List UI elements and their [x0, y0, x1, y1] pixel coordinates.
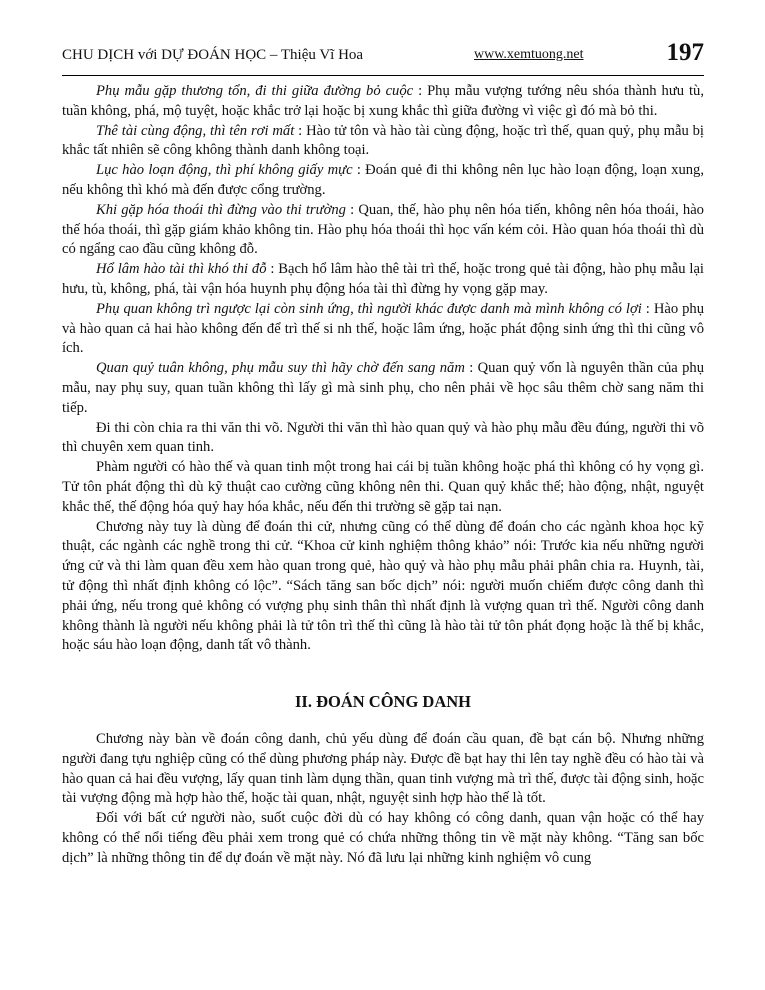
page-header [62, 39, 704, 74]
website-link[interactable]: www.xemtuong.net [474, 47, 584, 62]
paragraph-body: : Quan, thế, hào phụ nên hóa tiến, không nên hóa thoái, hào thế hóa thoái, thì gặp giám khảo không tin. Hào phụ hóa thoái thì học vấn kém cỏi. Hào quan hóa thoái thì dù có ngẩng cao đầu cũng không đỗ. [62, 201, 704, 258]
paragraph [62, 419, 704, 459]
paragraph-body: : Hào tử tôn và hào tài cùng động, hoặc trì thế, quan quỷ, phụ mẫu bị khắc tất nhiên sẽ công không thành danh không toại. [62, 122, 704, 159]
paragraph-lead: Lục hào loạn động, thì phí không giấy mực [96, 162, 353, 179]
paragraph-lead: Phụ quan không trì ngược lại còn sinh ứng, thì người khác được danh mà mình không có lợi [96, 300, 642, 317]
paragraph-body: Chương này tuy là dùng để đoán thi cử, nhưng cũng có thể dùng để đoán cho các ngành khoa học kỹ thuật, các ngành các nghề trong thi cử. “Khoa cử kinh nghiệm thông khảo” nói: Trước kia nếu những người ứng cử và thi làm quan đều xem hào quan trong quẻ, hào quỷ và hào phụ mẫu phải phân chia ra. Huynh, tài, tử động thì nhất định không có lộc”. “Sách tăng san bốc dịch” nói: người muốn chiếm được công danh thì phải ứng, nếu trong quẻ không có vượng phụ sinh thân thì nhất định là vượng quan trì thế. Người công danh không thành là người nếu không phải là tử tôn trì thế thì cũng là hào tài tử tôn phát đọng hoặc là thế bị khắc, hoặc sáu hào loạn động, danh tất vô thành. [62, 518, 704, 654]
paragraph-lead: Phụ mẫu gặp thương tổn, đi thi giữa đường bỏ cuộc [96, 83, 414, 99]
paragraph [62, 82, 704, 122]
paragraph-body: : Bạch hổ lâm hào thê tài trì thế, hoặc trong quẻ tài động, hào phụ mẫu lại hưu, tù, không, phá, tài vận hóa huynh phụ động hóa tài thì đừng hy vọng gặp may. [62, 261, 704, 297]
paragraph: Đối với bất cứ người nào, suốt cuộc đời dù có hay không có công danh, quan vận hoặc có thể hay không có thể nổi tiếng đều phải xem trong quẻ có chứa những thông tin về mặt này không. “Tăng san bốc dịch” là những thông tin để dự đoán về mặt này. Nó đã lưu lại những kinh nghiệm vô cung [62, 810, 704, 866]
paragraph: Chương này bàn về đoán công danh, chủ yếu dùng để đoán cầu quan, đề bạt cán bộ. Nhưng những người đang tựu nghiệp cũng có thể dùng phương pháp này. Được đề bạt hay thi lên tay nghề đều có hào tài và hào quan cả hai đều vượng, lấy quan tinh làm dụng thần, quan tinh vượng mà trì thế, được tài động sinh, hoặc tài vượng động mà hợp hào thế, hoặc tài quan, nhật, nguyệt sinh hợp hào thế là tốt. [62, 730, 704, 807]
paragraph-body: Đi thi còn chia ra thi văn thi võ. Người thi văn thì hào quan quỷ và hào phụ mẫu đều đúng, người thi võ thì chuyên xem quan tinh. [62, 419, 704, 456]
book-title: CHU DỊCH với DỰ ĐOÁN HỌC – Thiệu Vĩ Hoa [62, 47, 364, 63]
paragraph-body: : Đoán quẻ đi thi không nên lục hào loạn động, loạn xung, nếu không thì khó mà đến được cổng trường. [62, 162, 704, 198]
paragraph [62, 260, 704, 300]
paragraph [62, 359, 704, 418]
paragraph-body: : Phụ mẫu vượng tướng nêu shóa thành hưu tù, tuần không, phá, mộ tuyệt, hoặc khắc trở lại hoặc bị xung khắc thì giữa đường vì việc gì đó mà bỏ thi. [62, 83, 705, 119]
paragraph-body: Phàm người có hào thế và quan tinh một trong hai cái bị tuần không hoặc phá thì không có hy vọng gì. Tử tôn phát động thì dù kỹ thuật cao cường cũng không nên thi. Quan quỷ khắc thế; hào động, nhật, nguyệt khắc thế, thế động hóa quỷ hay hóa khắc, nếu đến thi trường sẽ gặp tai nạn. [62, 459, 704, 515]
section-heading: II. ĐOÁN CÔNG DANH [294, 692, 471, 712]
paragraph-lead: Hổ lâm hào tài thì khó thi đỗ [96, 261, 267, 278]
paragraph-lead: Khi gặp hóa thoái thì đừng vào thi trường [96, 201, 346, 218]
paragraph-lead: Thê tài cùng động, thì tên rơi mất [96, 122, 295, 139]
paragraph [62, 161, 704, 201]
page-body [62, 82, 704, 868]
paragraph [62, 201, 704, 260]
header-rule [62, 75, 704, 76]
paragraph-body: : Quan quỷ vốn là nguyên thần của phụ mẫu, nay phụ suy, quan tuần không thì lấy gì mà sinh phụ, cho nên phải về học sâu thêm chờ sang năm thi tiếp. [62, 360, 704, 416]
paragraph [62, 122, 704, 162]
page-number: 197 [666, 39, 704, 66]
paragraph [62, 458, 704, 517]
paragraph-lead: Quan quỷ tuân không, phụ mẫu suy thì hãy chờ đến sang năm [96, 360, 465, 377]
paragraph-body: : Hào phụ và hào quan cả hai hào không đến để trì thế si nh thế, hoặc lâm ứng, hoặc phát động sinh ứng thì thi cũng vô ích. [62, 300, 704, 357]
paragraph [62, 518, 704, 657]
paragraph [62, 300, 704, 359]
